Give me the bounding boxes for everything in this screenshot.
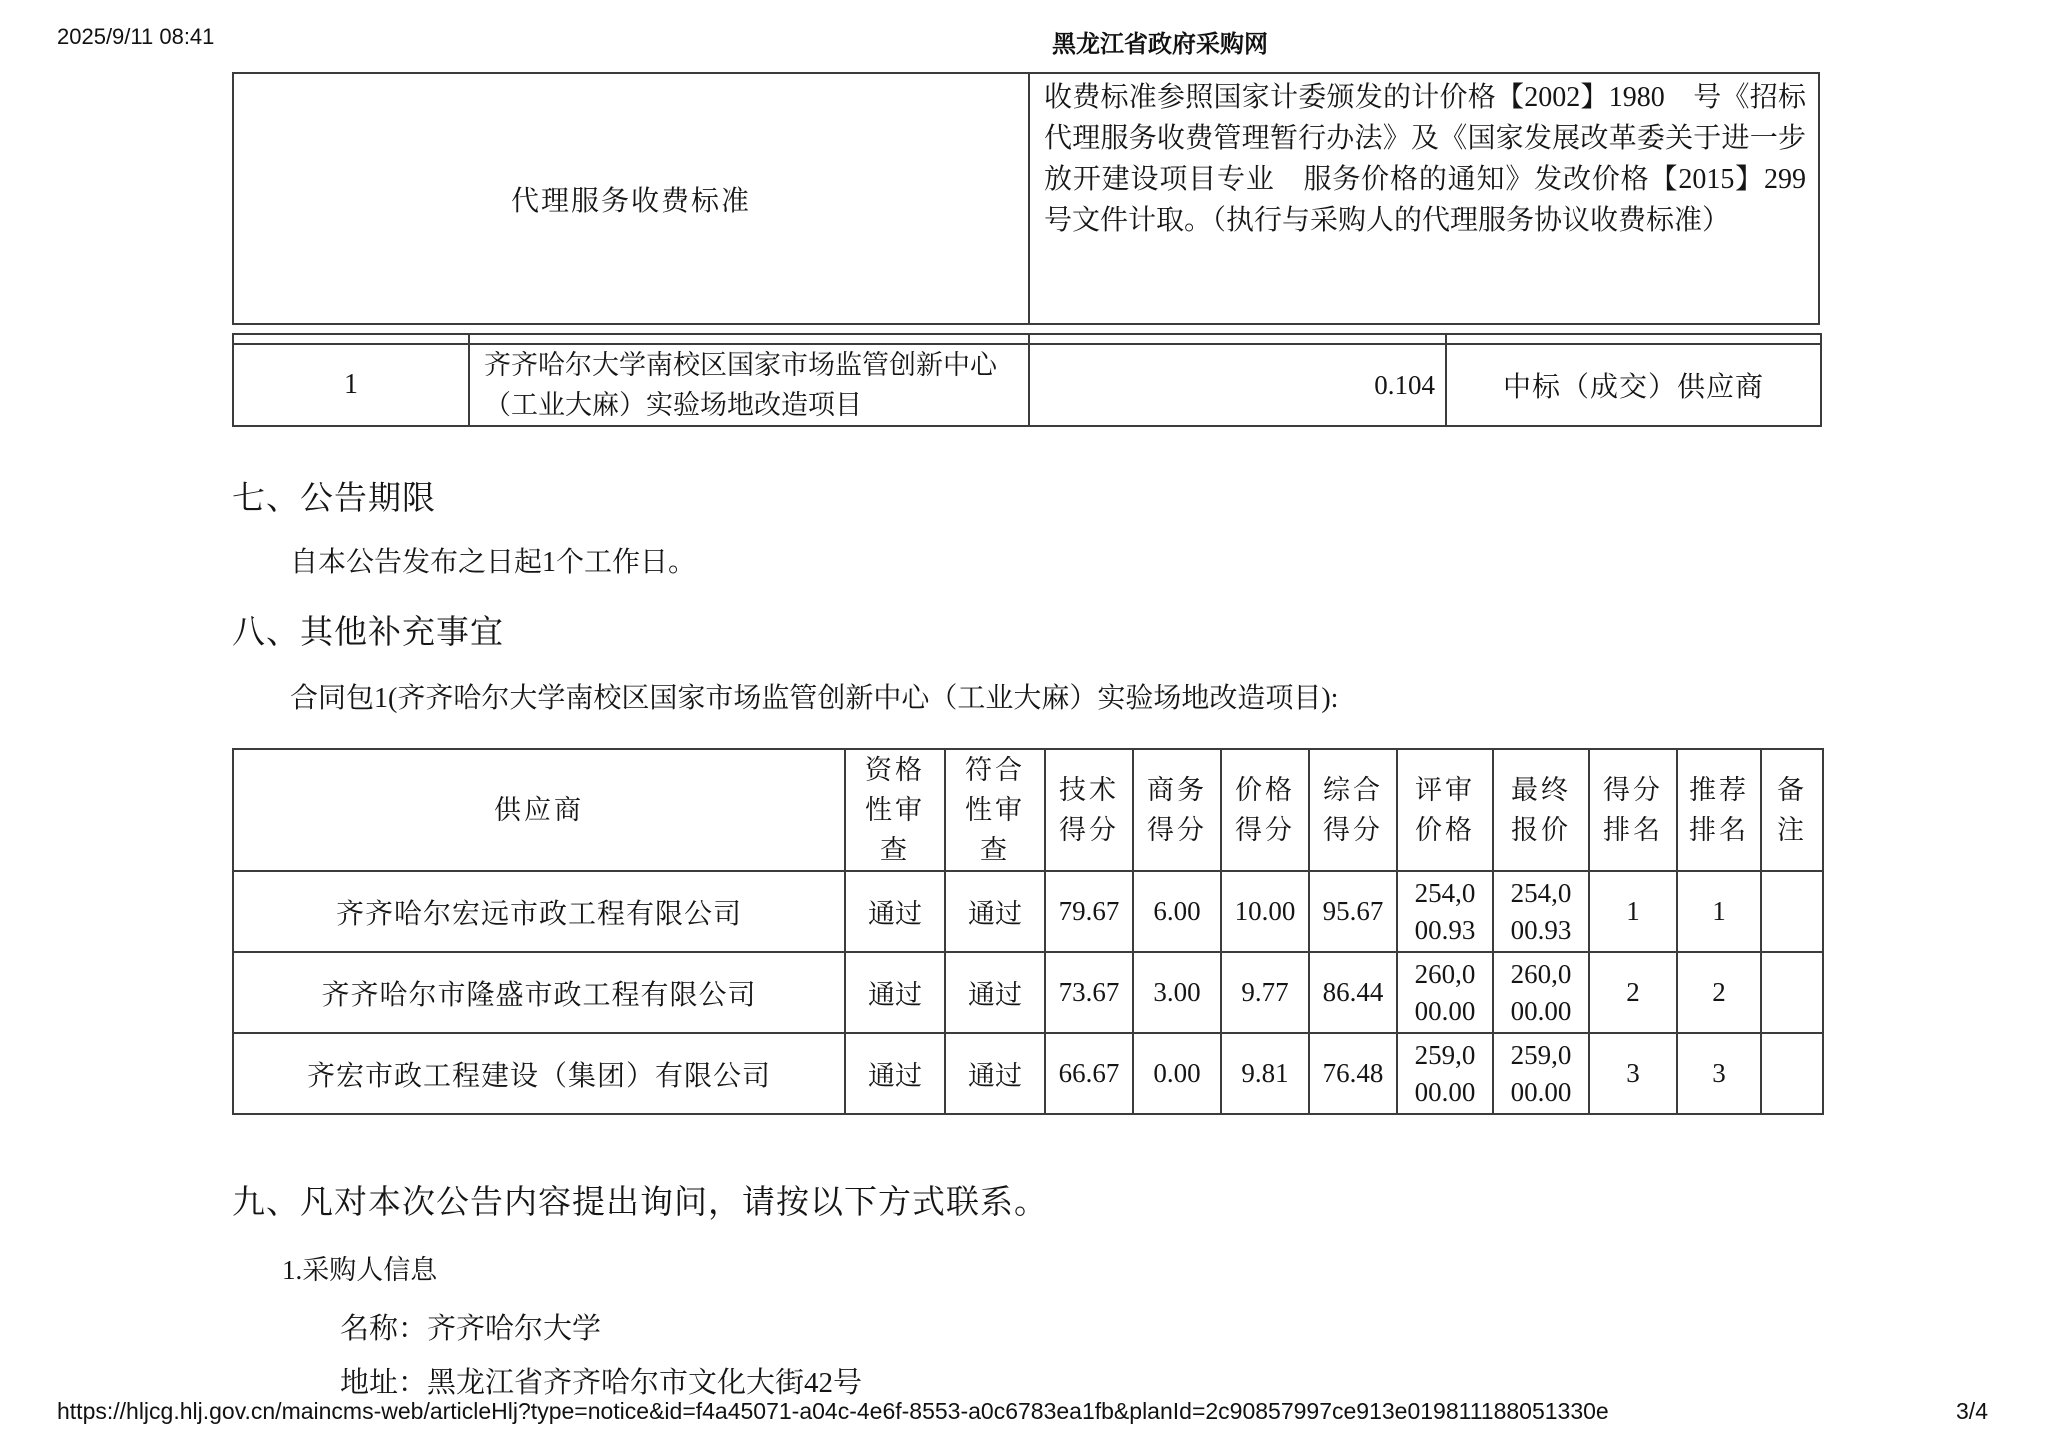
supplier-name: 齐齐哈尔市隆盛市政工程有限公司 [233, 952, 845, 1033]
qualification-review: 通过 [845, 1033, 945, 1114]
empty-cell [233, 334, 469, 344]
print-datetime: 2025/9/11 08:41 [57, 24, 215, 49]
review-price: 254,000.93 [1397, 871, 1493, 952]
table-row [233, 344, 1821, 426]
empty-cell [469, 334, 1029, 344]
recommend-rank: 3 [1677, 1033, 1761, 1114]
section-7-body: 自本公告发布之日起1个工作日。 [290, 547, 697, 578]
business-score: 3.00 [1133, 952, 1221, 1033]
award-project-name: 齐齐哈尔大学南校区国家市场监管创新中心（工业大麻）实验场地改造项目 [469, 344, 1029, 426]
col-header-price-score: 价格得分 [1221, 749, 1309, 871]
price-score: 10.00 [1221, 871, 1309, 952]
award-result-table [232, 333, 1822, 427]
purchaser-info-label: 1.采购人信息 [282, 1255, 438, 1285]
score-rank: 3 [1589, 1033, 1677, 1114]
print-url: https://hljcg.hlj.gov.cn/maincms-web/articleHlj?type=notice&id=f4a45071-a04c-4e6f-8553-a0c6783ea1fb&planId=2c90857997ce913e019811188051330e [57, 1398, 1609, 1424]
technical-score: 79.67 [1045, 871, 1133, 952]
col-header-score-rank: 得分排名 [1589, 749, 1677, 871]
empty-cell [1446, 334, 1821, 344]
purchaser-name: 名称：齐齐哈尔大学 [340, 1313, 602, 1345]
purchaser-address: 地址：黑龙江省齐齐哈尔市文化大街42号 [340, 1367, 863, 1399]
table-row [233, 1033, 1823, 1114]
final-offer: 260,000.00 [1493, 952, 1589, 1033]
col-header-recommend-rank: 推荐排名 [1677, 749, 1761, 871]
recommend-rank: 2 [1677, 952, 1761, 1033]
section-9-heading: 九、凡对本次公告内容提出询问，请按以下方式联系。 [232, 1185, 1048, 1221]
award-supplier-role: 中标（成交）供应商 [1446, 344, 1821, 426]
col-header-conformity-review: 符合性审查 [945, 749, 1045, 871]
col-header-technical-score: 技术得分 [1045, 749, 1133, 871]
award-service-fee: 0.104 [1029, 344, 1446, 426]
review-price: 260,000.00 [1397, 952, 1493, 1033]
business-score: 0.00 [1133, 1033, 1221, 1114]
price-score: 9.81 [1221, 1033, 1309, 1114]
col-header-qualification-review: 资格性审查 [845, 749, 945, 871]
table-row [233, 871, 1823, 952]
review-price: 259,000.00 [1397, 1033, 1493, 1114]
score-rank: 1 [1589, 871, 1677, 952]
col-header-review-price: 评审价格 [1397, 749, 1493, 871]
col-header-supplier: 供应商 [233, 749, 845, 871]
table-row [233, 334, 1821, 344]
qualification-review: 通过 [845, 871, 945, 952]
qualification-review: 通过 [845, 952, 945, 1033]
conformity-review: 通过 [945, 1033, 1045, 1114]
col-header-total-score: 综合得分 [1309, 749, 1397, 871]
final-offer: 259,000.00 [1493, 1033, 1589, 1114]
price-score: 9.77 [1221, 952, 1309, 1033]
fee-row-text: 收费标准参照国家计委颁发的计价格【2002】1980 号《招标代理服务收费管理暂行办法》及《国家发展改革委关于进一步放开建设项目专业 服务价格的通知》发改价格【2015】299号文件计取。（执行与采购人的代理服务协议收费标准） [1044, 82, 1806, 236]
total-score: 95.67 [1309, 871, 1397, 952]
site-title: 黑龙江省政府采购网 [1052, 31, 1268, 58]
remark [1761, 952, 1823, 1033]
award-seq: 1 [233, 344, 469, 426]
section-8-heading: 八、其他补充事宜 [232, 615, 504, 651]
table-header-row [233, 749, 1823, 871]
print-page-indicator: 3/4 [1956, 1398, 1988, 1424]
remark [1761, 871, 1823, 952]
empty-cell [1029, 334, 1446, 344]
fee-row-label: 代理服务收费标准 [234, 74, 1030, 323]
conformity-review: 通过 [945, 871, 1045, 952]
col-header-remark: 备注 [1761, 749, 1823, 871]
supplier-name: 齐齐哈尔宏远市政工程有限公司 [233, 871, 845, 952]
section-7-heading: 七、公告期限 [232, 481, 436, 517]
recommend-rank: 1 [1677, 871, 1761, 952]
agency-fee-table [232, 72, 1820, 325]
total-score: 86.44 [1309, 952, 1397, 1033]
remark [1761, 1033, 1823, 1114]
col-header-final-offer: 最终报价 [1493, 749, 1589, 871]
supplier-name: 齐宏市政工程建设（集团）有限公司 [233, 1033, 845, 1114]
business-score: 6.00 [1133, 871, 1221, 952]
technical-score: 73.67 [1045, 952, 1133, 1033]
conformity-review: 通过 [945, 952, 1045, 1033]
technical-score: 66.67 [1045, 1033, 1133, 1114]
section-8-contract-line: 合同包1(齐齐哈尔大学南校区国家市场监管创新中心（工业大麻）实验场地改造项目): [290, 683, 1339, 714]
total-score: 76.48 [1309, 1033, 1397, 1114]
final-offer: 254,000.93 [1493, 871, 1589, 952]
table-row [233, 952, 1823, 1033]
score-rank: 2 [1589, 952, 1677, 1033]
col-header-business-score: 商务得分 [1133, 749, 1221, 871]
evaluation-table [232, 748, 1824, 1115]
